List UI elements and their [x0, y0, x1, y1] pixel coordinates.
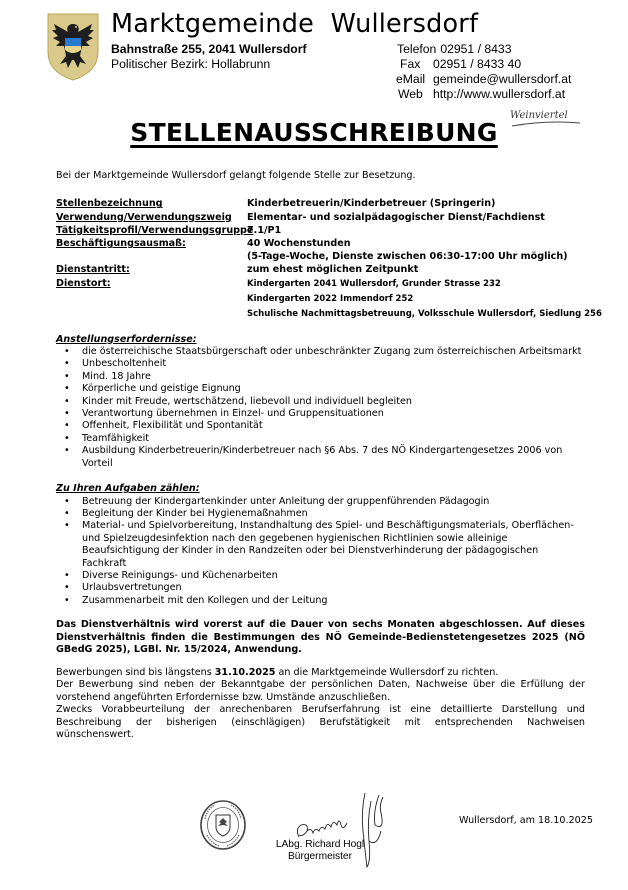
municipal-seal-icon: [199, 799, 247, 851]
deadline-date: 31.10.2025: [214, 666, 276, 678]
list-item: • Kinder mit Freude, wertschätzend, liebevoll und individuell begleiten: [56, 396, 585, 408]
district-line: Politischer Bezirk: Hollabrunn: [111, 57, 271, 71]
field-label: Stellenbezeichnung: [56, 198, 163, 210]
list-item: • Mind. 18 Jahre: [56, 371, 585, 383]
contact-web: [398, 87, 571, 102]
list-item: • Betreuung der Kindergartenkinder unter Anleitung der gruppenführenden Pädagogin: [56, 496, 585, 508]
field-value: Kindergarten 2041 Wullersdorf, Grunder Strasse 232: [247, 278, 501, 289]
coat-of-arms-icon: [46, 12, 100, 82]
fax-value: 02951 / 8433 40: [433, 57, 522, 71]
email-link[interactable]: gemeinde@wullersdorf.at: [433, 72, 572, 86]
document-body: [56, 170, 602, 741]
contact-fax: [397, 57, 571, 72]
field-value: 7.1/P1: [247, 224, 282, 236]
field-value: (5-Tage-Woche, Dienste zwischen 06:30-17:00 Uhr möglich): [247, 251, 568, 263]
field-label: Dienstantritt:: [56, 264, 130, 276]
contact-label: Fax: [400, 57, 421, 71]
contact-label: eMail: [396, 72, 426, 86]
contact-email: [396, 72, 571, 87]
employment-note: Das Dienstverhältnis wird vorerst auf die Dauer von sechs Monaten abgeschlossen. Auf dieses Dienstverhältnis finden die Bestimmungen des NÖ Gemeinde-Bedienstetengesetzes 2025 (NÖ GBedG 2025), LGBl. Nr. 15/2024, Anwendung.: [56, 619, 585, 656]
signer-title: Bürgermeister: [288, 851, 352, 862]
list-item: • Körperliche und geistige Eignung: [56, 383, 585, 395]
application-documents: Der Bewerbung sind neben der Bekanntgabe der persönlichen Daten, Nachweise über die Erfüllung der vorstehend angeführten Erfordernisse bzw. Umstände anzuschließen.: [56, 679, 585, 703]
weinviertel-logo-text: Weinviertel: [510, 110, 568, 121]
field-value: Kinderbetreuerin/Kinderbetreuer (Springerin): [247, 198, 496, 210]
field-label-empty: [56, 292, 247, 307]
field-label: Dienstort:: [56, 277, 111, 289]
field-label: Tätigkeitsprofil/Verwendungsgruppe: [56, 224, 254, 236]
list-item: • Diverse Reinigungs- und Küchenarbeiten: [56, 570, 585, 582]
list-item: • die österreichische Staatsbürgerschaft oder unbeschränkter Zugang zum österreichischen Arbeitsmarkt: [56, 346, 585, 358]
web-link[interactable]: http://www.wullersdorf.at: [433, 87, 566, 101]
field-value: 40 Wochenstunden: [247, 238, 351, 250]
list-item: • Material- und Spielvorbereitung, Instandhaltung des Spiel- und Beschäftigungsmaterials, Oberflächen- und Spielzeugdesinfektion nach den gegebenen hygienischen Richtlinien sowie alleinige Beaufsichtigung der Kinder in den Randzeiten oder bei Dienstverhinderung der pädagogischen Fachkraft: [56, 520, 585, 570]
intro-text: Bei der Marktgemeinde Wullersdorf gelangt folgende Stelle zur Besetzung.: [56, 170, 416, 181]
requirements-heading: Anstellungserfordernisse:: [56, 333, 197, 345]
signer-block: [270, 839, 370, 863]
list-item: • Verantwortung übernehmen in Einzel- und Gruppensituationen: [56, 408, 585, 420]
field-label: Verwendung/Verwendungszweig: [56, 211, 232, 223]
field-value: Kindergarten 2022 Immendorf 252: [247, 293, 414, 304]
contact-label: Telefon: [397, 42, 437, 56]
field-label-empty: [56, 307, 247, 322]
contact-block: [397, 42, 571, 102]
application-section: [56, 667, 585, 741]
list-item: • Offenheit, Flexibilität und Spontanität: [56, 420, 585, 432]
tasks-heading: Zu Ihren Aufgaben zählen:: [56, 483, 200, 495]
list-item: • Ausbildung Kinderbetreuerin/Kinderbetreuer nach §6 Abs. 7 des NÖ Kindergartengesetzes 2006 von Vorteil: [56, 445, 585, 470]
list-item: • Unbescholtenheit: [56, 358, 585, 370]
signer-name: LAbg. Richard Hogl: [275, 839, 365, 850]
page-title: STELLENAUSSCHREIBUNG: [130, 118, 498, 147]
contact-label: Web: [398, 87, 423, 101]
job-details: [56, 197, 602, 321]
place-date: Wullersdorf, am 18.10.2025: [459, 815, 593, 826]
requirements-list: [56, 346, 585, 470]
municipality-title: Marktgemeinde Wullersdorf: [111, 9, 479, 39]
address-line: Bahnstraße 255, 2041 Wullersdorf: [111, 42, 307, 56]
contact-phone: [397, 42, 571, 57]
field-value: zum ehest möglichen Zeitpunkt: [247, 264, 419, 276]
tasks-list: [56, 496, 585, 608]
field-label: Beschäftigungsausmaß:: [56, 238, 186, 250]
field-value: Elementar- und sozialpädagogischer Dienst/Fachdienst: [247, 211, 545, 223]
application-deadline: Bewerbungen sind bis längstens 31.10.2025 an die Marktgemeinde Wullersdorf zu richten.: [56, 666, 499, 678]
list-item: • Zusammenarbeit mit den Kollegen und der Leitung: [56, 595, 585, 607]
field-label-empty: [56, 250, 247, 263]
list-item: • Begleitung der Kinder bei Hygienemaßnahmen: [56, 508, 585, 520]
list-item: • Teamfähigkeit: [56, 433, 585, 445]
phone-value: 02951 / 8433: [440, 42, 512, 56]
list-item: • Urlaubsvertretungen: [56, 582, 585, 594]
application-experience: Zwecks Vorabbeurteilung der anrechenbaren Berufserfahrung ist eine detaillierte Darstellung und Beschreibung der bisherigen (einschlägigen) Berufstätigkeit mit entsprechenden Nachweisen wünschenswert.: [56, 704, 585, 740]
field-value: Schulische Nachmittagsbetreuung, Volksschule Wullersdorf, Siedlung 256: [247, 308, 602, 319]
